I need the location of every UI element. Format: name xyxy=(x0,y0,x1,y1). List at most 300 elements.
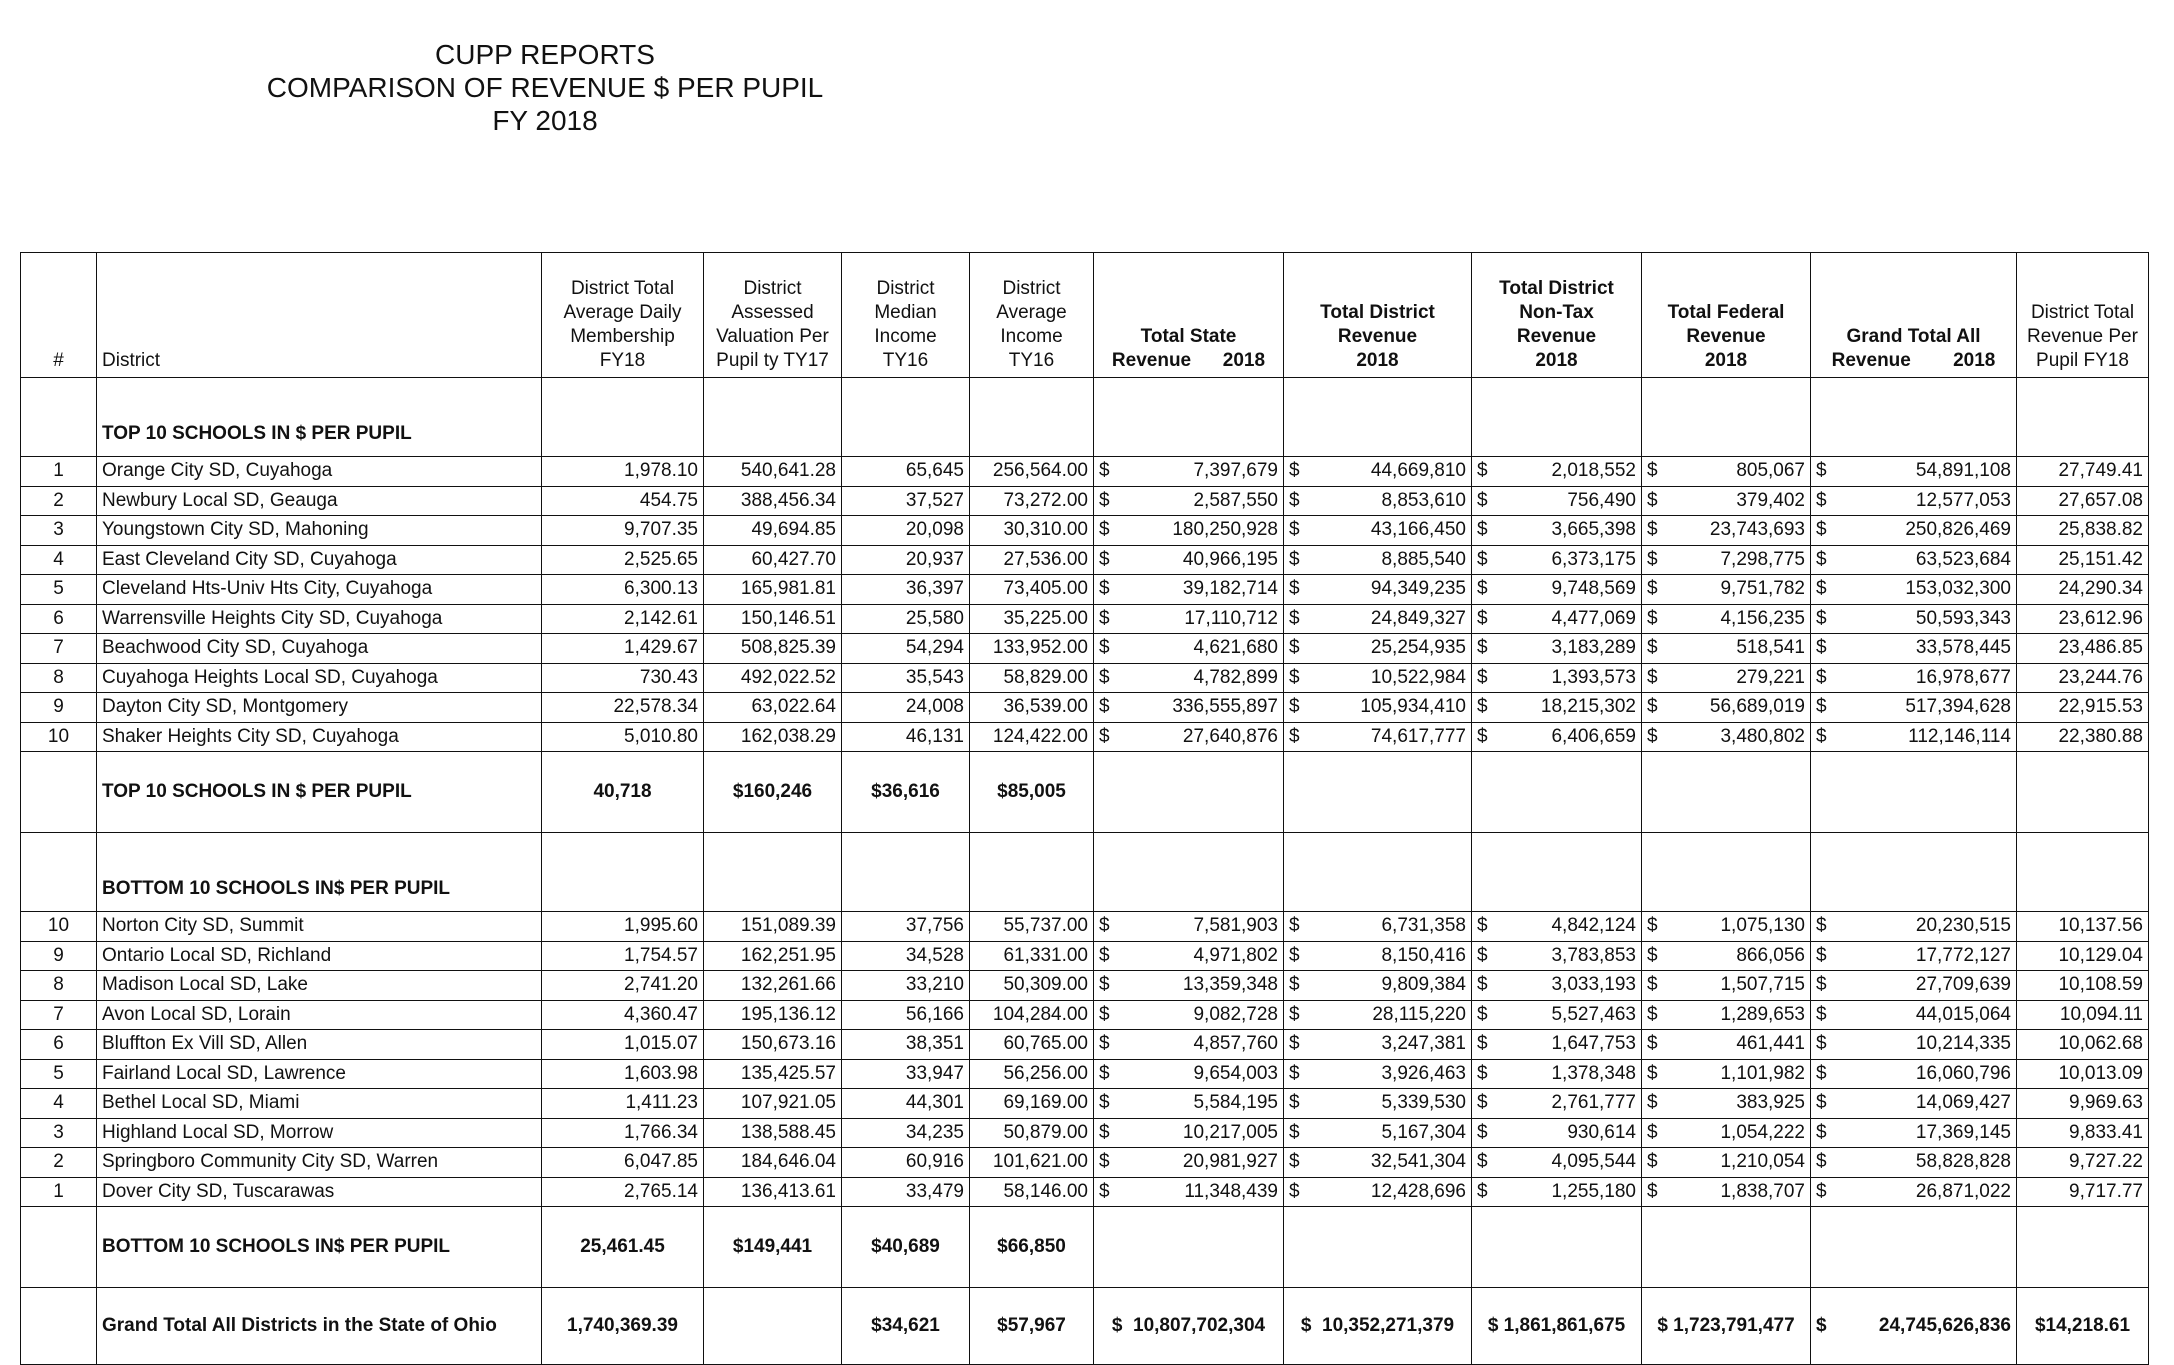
empty-cell xyxy=(21,1288,97,1365)
district-revenue-cell: $ 25,254,935 xyxy=(1284,634,1472,664)
nontax-revenue-cell: $ 1,647,753 xyxy=(1472,1030,1642,1060)
nontax-revenue-cell: $ 3,783,853 xyxy=(1472,941,1642,971)
currency-sign: $ xyxy=(1477,489,1488,511)
table-row xyxy=(21,1000,2149,1030)
district-name-cell: Avon Local SD, Lorain xyxy=(97,1000,542,1030)
valuation-cell: 508,825.39 xyxy=(704,634,842,664)
per-pupil-cell: 9,969.63 xyxy=(2017,1089,2149,1119)
federal-revenue-cell: $ 56,689,019 xyxy=(1642,693,1811,723)
currency-sign: $ xyxy=(1816,944,1827,966)
currency-sign: $ xyxy=(1289,548,1300,570)
table-row xyxy=(21,1089,2149,1119)
currency-sign: $ xyxy=(1647,974,1658,996)
currency-sign: $ xyxy=(1099,696,1110,718)
nontax-revenue-cell: $ 18,215,302 xyxy=(1472,693,1642,723)
adm-cell: 4,360.47 xyxy=(542,1000,704,1030)
rank-cell: 9 xyxy=(21,693,97,723)
empty-cell xyxy=(842,378,970,457)
district-name-cell: East Cleveland City SD, Cuyahoga xyxy=(97,545,542,575)
adm-cell: 454.75 xyxy=(542,486,704,516)
currency-sign: $ xyxy=(1289,637,1300,659)
median-income-cell: 46,131 xyxy=(842,722,970,752)
empty-cell xyxy=(1284,1207,1472,1288)
grand-total-cell: $ 27,709,639 xyxy=(1811,971,2017,1001)
currency-sign: $ xyxy=(1647,637,1658,659)
federal-revenue-cell: $ 23,743,693 xyxy=(1642,516,1811,546)
grand-total-cell: $ 112,146,114 xyxy=(1811,722,2017,752)
state-revenue-cell: $ 9,082,728 xyxy=(1094,1000,1284,1030)
currency-sign: $ xyxy=(1477,1121,1488,1143)
section-header-row xyxy=(21,833,2149,912)
currency-sign: $ xyxy=(1289,944,1300,966)
summary-valuation: $160,246 xyxy=(704,752,842,833)
district-name-cell: Norton City SD, Summit xyxy=(97,912,542,942)
section-label: TOP 10 SCHOOLS IN $ PER PUPIL xyxy=(97,378,542,457)
average-income-cell: 101,621.00 xyxy=(970,1148,1094,1178)
average-income-cell: 73,405.00 xyxy=(970,575,1094,605)
median-income-cell: 54,294 xyxy=(842,634,970,664)
currency-sign: $ xyxy=(1816,607,1827,629)
header-num: # xyxy=(21,253,97,378)
currency-sign: $ xyxy=(1477,666,1488,688)
per-pupil-cell: 10,108.59 xyxy=(2017,971,2149,1001)
grand-total-all: $ 24,745,626,836 xyxy=(1811,1288,2017,1365)
average-income-cell: 30,310.00 xyxy=(970,516,1094,546)
empty-cell xyxy=(704,378,842,457)
header-average-income: District Average Income TY16 xyxy=(970,253,1094,378)
nontax-revenue-cell: $ 3,183,289 xyxy=(1472,634,1642,664)
empty-cell xyxy=(704,833,842,912)
currency-sign: $ xyxy=(1289,696,1300,718)
federal-revenue-cell: $ 1,101,982 xyxy=(1642,1059,1811,1089)
district-name-cell: Cuyahoga Heights Local SD, Cuyahoga xyxy=(97,663,542,693)
state-revenue-cell: $ 13,359,348 xyxy=(1094,971,1284,1001)
empty-cell xyxy=(542,378,704,457)
federal-revenue-cell: $ 461,441 xyxy=(1642,1030,1811,1060)
adm-cell: 1,766.34 xyxy=(542,1118,704,1148)
per-pupil-cell: 10,062.68 xyxy=(2017,1030,2149,1060)
grand-total-cell: $ 12,577,053 xyxy=(1811,486,2017,516)
empty-cell xyxy=(1284,378,1472,457)
nontax-revenue-cell: $ 3,665,398 xyxy=(1472,516,1642,546)
per-pupil-cell: 25,838.82 xyxy=(2017,516,2149,546)
federal-revenue-cell: $ 805,067 xyxy=(1642,457,1811,487)
empty-cell xyxy=(1811,1207,2017,1288)
table-row xyxy=(21,1177,2149,1207)
currency-sign: $ xyxy=(1477,637,1488,659)
grand-total-adm: 1,740,369.39 xyxy=(542,1288,704,1365)
district-revenue-cell: $ 43,166,450 xyxy=(1284,516,1472,546)
rank-cell: 10 xyxy=(21,722,97,752)
state-revenue-cell: $ 7,581,903 xyxy=(1094,912,1284,942)
district-revenue-cell: $ 3,926,463 xyxy=(1284,1059,1472,1089)
empty-cell xyxy=(842,833,970,912)
district-revenue-cell: $ 12,428,696 xyxy=(1284,1177,1472,1207)
district-revenue-cell: $ 5,167,304 xyxy=(1284,1118,1472,1148)
state-revenue-cell: $ 9,654,003 xyxy=(1094,1059,1284,1089)
per-pupil-cell: 27,657.08 xyxy=(2017,486,2149,516)
district-revenue-cell: $ 105,934,410 xyxy=(1284,693,1472,723)
district-name-cell: Springboro Community City SD, Warren xyxy=(97,1148,542,1178)
currency-sign: $ xyxy=(1647,1062,1658,1084)
title-line-2: COMPARISON OF REVENUE $ PER PUPIL xyxy=(266,72,824,103)
average-income-cell: 35,225.00 xyxy=(970,604,1094,634)
median-income-cell: 25,580 xyxy=(842,604,970,634)
nontax-revenue-cell: $ 3,033,193 xyxy=(1472,971,1642,1001)
rank-cell: 1 xyxy=(21,1177,97,1207)
currency-sign: $ xyxy=(1289,915,1300,937)
per-pupil-cell: 10,137.56 xyxy=(2017,912,2149,942)
rank-cell: 1 xyxy=(21,457,97,487)
state-revenue-cell: $ 7,397,679 xyxy=(1094,457,1284,487)
grand-total-cell: $ 10,214,335 xyxy=(1811,1030,2017,1060)
empty-cell xyxy=(1642,1207,1811,1288)
currency-sign: $ xyxy=(1477,460,1488,482)
currency-sign: $ xyxy=(1099,637,1110,659)
empty-cell xyxy=(1811,752,2017,833)
federal-revenue-cell: $ 1,210,054 xyxy=(1642,1148,1811,1178)
district-name-cell: Dover City SD, Tuscarawas xyxy=(97,1177,542,1207)
adm-cell: 1,995.60 xyxy=(542,912,704,942)
empty-cell xyxy=(1094,378,1284,457)
currency-sign: $ xyxy=(1647,460,1658,482)
adm-cell: 730.43 xyxy=(542,663,704,693)
header-federal-revenue: Total Federal Revenue 2018 xyxy=(1642,253,1811,378)
valuation-cell: 63,022.64 xyxy=(704,693,842,723)
summary-adm: 25,461.45 xyxy=(542,1207,704,1288)
currency-sign: $ xyxy=(1816,1151,1827,1173)
currency-sign: $ xyxy=(1647,489,1658,511)
federal-revenue-cell: $ 1,838,707 xyxy=(1642,1177,1811,1207)
currency-sign: $ xyxy=(1816,1180,1827,1202)
state-revenue-cell: $ 20,981,927 xyxy=(1094,1148,1284,1178)
table-row xyxy=(21,941,2149,971)
state-revenue-cell: $ 11,348,439 xyxy=(1094,1177,1284,1207)
grand-total-per-pupil: $14,218.61 xyxy=(2017,1288,2149,1365)
summary-average-income: $66,850 xyxy=(970,1207,1094,1288)
currency-sign: $ xyxy=(1289,1151,1300,1173)
currency-sign: $ xyxy=(1289,725,1300,747)
median-income-cell: 60,916 xyxy=(842,1148,970,1178)
average-income-cell: 60,765.00 xyxy=(970,1030,1094,1060)
federal-revenue-cell: $ 383,925 xyxy=(1642,1089,1811,1119)
header-grand-total: Grand Total All Revenue 2018 xyxy=(1811,253,2017,378)
valuation-cell: 136,413.61 xyxy=(704,1177,842,1207)
adm-cell: 1,978.10 xyxy=(542,457,704,487)
currency-sign: $ xyxy=(1477,1003,1488,1025)
header-valuation: District Assessed Valuation Per Pupil ty TY17 xyxy=(704,253,842,378)
valuation-cell: 162,038.29 xyxy=(704,722,842,752)
currency-sign: $ xyxy=(1816,666,1827,688)
empty-cell xyxy=(1094,833,1284,912)
nontax-revenue-cell: $ 6,373,175 xyxy=(1472,545,1642,575)
header-district: District xyxy=(97,253,542,378)
grand-total-district: $ 10,352,271,379 xyxy=(1284,1288,1472,1365)
currency-sign: $ xyxy=(1099,666,1110,688)
median-income-cell: 44,301 xyxy=(842,1089,970,1119)
per-pupil-cell: 22,380.88 xyxy=(2017,722,2149,752)
currency-sign: $ xyxy=(1647,1121,1658,1143)
average-income-cell: 256,564.00 xyxy=(970,457,1094,487)
empty-cell xyxy=(1472,752,1642,833)
state-revenue-cell: $ 17,110,712 xyxy=(1094,604,1284,634)
rank-cell: 4 xyxy=(21,545,97,575)
rank-cell: 5 xyxy=(21,1059,97,1089)
grand-total-cell: $ 16,978,677 xyxy=(1811,663,2017,693)
district-revenue-cell: $ 8,150,416 xyxy=(1284,941,1472,971)
currency-sign: $ xyxy=(1816,519,1827,541)
nontax-revenue-cell: $ 930,614 xyxy=(1472,1118,1642,1148)
table-row xyxy=(21,604,2149,634)
currency-sign: $ xyxy=(1816,548,1827,570)
currency-sign: $ xyxy=(1289,460,1300,482)
grand-total-median-income: $34,621 xyxy=(842,1288,970,1365)
nontax-revenue-cell: $ 4,842,124 xyxy=(1472,912,1642,942)
grand-total-nontax: $ 1,861,861,675 xyxy=(1472,1288,1642,1365)
currency-sign: $ xyxy=(1647,1003,1658,1025)
currency-sign: $ xyxy=(1099,1151,1110,1173)
valuation-cell: 165,981.81 xyxy=(704,575,842,605)
currency-sign: $ xyxy=(1816,725,1827,747)
district-revenue-cell: $ 3,247,381 xyxy=(1284,1030,1472,1060)
currency-sign: $ xyxy=(1647,944,1658,966)
empty-cell xyxy=(970,378,1094,457)
summary-row xyxy=(21,752,2149,833)
grand-total-label: Grand Total All Districts in the State of Ohio xyxy=(97,1288,542,1365)
table-row xyxy=(21,912,2149,942)
empty-cell xyxy=(21,752,97,833)
district-name-cell: Madison Local SD, Lake xyxy=(97,971,542,1001)
valuation-cell: 135,425.57 xyxy=(704,1059,842,1089)
median-income-cell: 33,210 xyxy=(842,971,970,1001)
valuation-cell: 195,136.12 xyxy=(704,1000,842,1030)
district-name-cell: Newbury Local SD, Geauga xyxy=(97,486,542,516)
federal-revenue-cell: $ 379,402 xyxy=(1642,486,1811,516)
federal-revenue-cell: $ 518,541 xyxy=(1642,634,1811,664)
currency-sign: $ xyxy=(1647,666,1658,688)
nontax-revenue-cell: $ 6,406,659 xyxy=(1472,722,1642,752)
empty-cell xyxy=(704,1288,842,1365)
average-income-cell: 55,737.00 xyxy=(970,912,1094,942)
grand-total-cell: $ 44,015,064 xyxy=(1811,1000,2017,1030)
per-pupil-cell: 23,486.85 xyxy=(2017,634,2149,664)
valuation-cell: 132,261.66 xyxy=(704,971,842,1001)
adm-cell: 1,015.07 xyxy=(542,1030,704,1060)
currency-sign: $ xyxy=(1816,1003,1827,1025)
currency-sign: $ xyxy=(1647,578,1658,600)
state-revenue-cell: $ 5,584,195 xyxy=(1094,1089,1284,1119)
empty-cell xyxy=(21,378,97,457)
currency-sign: $ xyxy=(1647,1092,1658,1114)
table-row xyxy=(21,1148,2149,1178)
per-pupil-cell: 22,915.53 xyxy=(2017,693,2149,723)
state-revenue-cell: $ 4,621,680 xyxy=(1094,634,1284,664)
grand-total-cell: $ 54,891,108 xyxy=(1811,457,2017,487)
adm-cell: 6,300.13 xyxy=(542,575,704,605)
valuation-cell: 388,456.34 xyxy=(704,486,842,516)
nontax-revenue-cell: $ 9,748,569 xyxy=(1472,575,1642,605)
district-revenue-cell: $ 10,522,984 xyxy=(1284,663,1472,693)
currency-sign: $ xyxy=(1099,548,1110,570)
currency-sign: $ xyxy=(1099,1121,1110,1143)
average-income-cell: 73,272.00 xyxy=(970,486,1094,516)
currency-sign: $ xyxy=(1477,725,1488,747)
district-name-cell: Youngstown City SD, Mahoning xyxy=(97,516,542,546)
median-income-cell: 37,756 xyxy=(842,912,970,942)
currency-sign: $ xyxy=(1099,460,1110,482)
state-revenue-cell: $ 336,555,897 xyxy=(1094,693,1284,723)
currency-sign: $ xyxy=(1289,1092,1300,1114)
currency-sign: $ xyxy=(1477,1092,1488,1114)
nontax-revenue-cell: $ 1,378,348 xyxy=(1472,1059,1642,1089)
federal-revenue-cell: $ 4,156,235 xyxy=(1642,604,1811,634)
nontax-revenue-cell: $ 756,490 xyxy=(1472,486,1642,516)
summary-row xyxy=(21,1207,2149,1288)
table-row xyxy=(21,457,2149,487)
valuation-cell: 60,427.70 xyxy=(704,545,842,575)
per-pupil-cell: 10,013.09 xyxy=(2017,1059,2149,1089)
table-row xyxy=(21,663,2149,693)
median-income-cell: 34,528 xyxy=(842,941,970,971)
valuation-cell: 138,588.45 xyxy=(704,1118,842,1148)
currency-sign: $ xyxy=(1099,607,1110,629)
currency-sign: $ xyxy=(1289,607,1300,629)
empty-cell xyxy=(2017,833,2149,912)
average-income-cell: 27,536.00 xyxy=(970,545,1094,575)
currency-sign: $ xyxy=(1289,666,1300,688)
median-income-cell: 65,645 xyxy=(842,457,970,487)
currency-sign: $ xyxy=(1289,489,1300,511)
rank-cell: 4 xyxy=(21,1089,97,1119)
empty-cell xyxy=(21,833,97,912)
district-revenue-cell: $ 8,885,540 xyxy=(1284,545,1472,575)
state-revenue-cell: $ 4,971,802 xyxy=(1094,941,1284,971)
average-income-cell: 58,829.00 xyxy=(970,663,1094,693)
federal-revenue-cell: $ 3,480,802 xyxy=(1642,722,1811,752)
empty-cell xyxy=(1472,378,1642,457)
empty-cell xyxy=(2017,752,2149,833)
rank-cell: 7 xyxy=(21,634,97,664)
district-revenue-cell: $ 94,349,235 xyxy=(1284,575,1472,605)
currency-sign: $ xyxy=(1477,578,1488,600)
table-row xyxy=(21,1030,2149,1060)
currency-sign: $ xyxy=(1816,1062,1827,1084)
empty-cell xyxy=(1642,833,1811,912)
header-median-income: District Median Income TY16 xyxy=(842,253,970,378)
empty-cell xyxy=(2017,1207,2149,1288)
nontax-revenue-cell: $ 2,761,777 xyxy=(1472,1089,1642,1119)
summary-valuation: $149,441 xyxy=(704,1207,842,1288)
title-line-3: FY 2018 xyxy=(492,105,598,136)
average-income-cell: 69,169.00 xyxy=(970,1089,1094,1119)
currency-sign: $ xyxy=(1477,607,1488,629)
adm-cell: 1,411.23 xyxy=(542,1089,704,1119)
district-revenue-cell: $ 9,809,384 xyxy=(1284,971,1472,1001)
section-label: BOTTOM 10 SCHOOLS IN$ PER PUPIL xyxy=(97,833,542,912)
currency-sign: $ xyxy=(1289,1180,1300,1202)
currency-sign: $ xyxy=(1477,974,1488,996)
nontax-revenue-cell: $ 2,018,552 xyxy=(1472,457,1642,487)
district-name-cell: Highland Local SD, Morrow xyxy=(97,1118,542,1148)
district-name-cell: Orange City SD, Cuyahoga xyxy=(97,457,542,487)
average-income-cell: 50,309.00 xyxy=(970,971,1094,1001)
federal-revenue-cell: $ 1,507,715 xyxy=(1642,971,1811,1001)
median-income-cell: 34,235 xyxy=(842,1118,970,1148)
district-revenue-cell: $ 32,541,304 xyxy=(1284,1148,1472,1178)
rank-cell: 2 xyxy=(21,486,97,516)
per-pupil-cell: 25,151.42 xyxy=(2017,545,2149,575)
average-income-cell: 124,422.00 xyxy=(970,722,1094,752)
grand-total-cell: $ 517,394,628 xyxy=(1811,693,2017,723)
empty-cell xyxy=(1094,1207,1284,1288)
valuation-cell: 540,641.28 xyxy=(704,457,842,487)
currency-sign: $ xyxy=(1816,578,1827,600)
currency-sign: $ xyxy=(1099,1092,1110,1114)
district-name-cell: Warrensville Heights City SD, Cuyahoga xyxy=(97,604,542,634)
median-income-cell: 20,937 xyxy=(842,545,970,575)
district-revenue-cell: $ 8,853,610 xyxy=(1284,486,1472,516)
summary-average-income: $85,005 xyxy=(970,752,1094,833)
median-income-cell: 20,098 xyxy=(842,516,970,546)
grand-total-cell: $ 153,032,300 xyxy=(1811,575,2017,605)
district-revenue-cell: $ 28,115,220 xyxy=(1284,1000,1472,1030)
district-revenue-cell: $ 5,339,530 xyxy=(1284,1089,1472,1119)
rank-cell: 9 xyxy=(21,941,97,971)
valuation-cell: 150,673.16 xyxy=(704,1030,842,1060)
grand-total-average-income: $57,967 xyxy=(970,1288,1094,1365)
average-income-cell: 104,284.00 xyxy=(970,1000,1094,1030)
average-income-cell: 133,952.00 xyxy=(970,634,1094,664)
state-revenue-cell: $ 180,250,928 xyxy=(1094,516,1284,546)
currency-sign: $ xyxy=(1647,607,1658,629)
grand-total-cell: $ 33,578,445 xyxy=(1811,634,2017,664)
district-name-cell: Beachwood City SD, Cuyahoga xyxy=(97,634,542,664)
grand-total-cell: $ 20,230,515 xyxy=(1811,912,2017,942)
adm-cell: 22,578.34 xyxy=(542,693,704,723)
empty-cell xyxy=(1642,752,1811,833)
grand-total-federal: $ 1,723,791,477 xyxy=(1642,1288,1811,1365)
rank-cell: 2 xyxy=(21,1148,97,1178)
rank-cell: 3 xyxy=(21,516,97,546)
district-name-cell: Ontario Local SD, Richland xyxy=(97,941,542,971)
average-income-cell: 56,256.00 xyxy=(970,1059,1094,1089)
currency-sign: $ xyxy=(1647,1151,1658,1173)
grand-total-cell: $ 50,593,343 xyxy=(1811,604,2017,634)
federal-revenue-cell: $ 7,298,775 xyxy=(1642,545,1811,575)
empty-cell xyxy=(542,833,704,912)
currency-sign: $ xyxy=(1289,1062,1300,1084)
currency-sign: $ xyxy=(1647,1180,1658,1202)
currency-sign: $ xyxy=(1099,944,1110,966)
rank-cell: 3 xyxy=(21,1118,97,1148)
title-line-1: CUPP REPORTS xyxy=(435,39,655,70)
currency-sign: $ xyxy=(1099,725,1110,747)
currency-sign: $ xyxy=(1816,915,1827,937)
grand-total-cell: $ 17,369,145 xyxy=(1811,1118,2017,1148)
district-name-cell: Cleveland Hts-Univ Hts City, Cuyahoga xyxy=(97,575,542,605)
federal-revenue-cell: $ 1,075,130 xyxy=(1642,912,1811,942)
rank-cell: 5 xyxy=(21,575,97,605)
district-revenue-cell: $ 44,669,810 xyxy=(1284,457,1472,487)
currency-sign: $ xyxy=(1477,1180,1488,1202)
district-name-cell: Shaker Heights City SD, Cuyahoga xyxy=(97,722,542,752)
rank-cell: 6 xyxy=(21,1030,97,1060)
table-row xyxy=(21,1118,2149,1148)
revenue-table xyxy=(20,252,2149,1365)
currency-sign: $ xyxy=(1099,578,1110,600)
per-pupil-cell: 27,749.41 xyxy=(2017,457,2149,487)
median-income-cell: 33,947 xyxy=(842,1059,970,1089)
